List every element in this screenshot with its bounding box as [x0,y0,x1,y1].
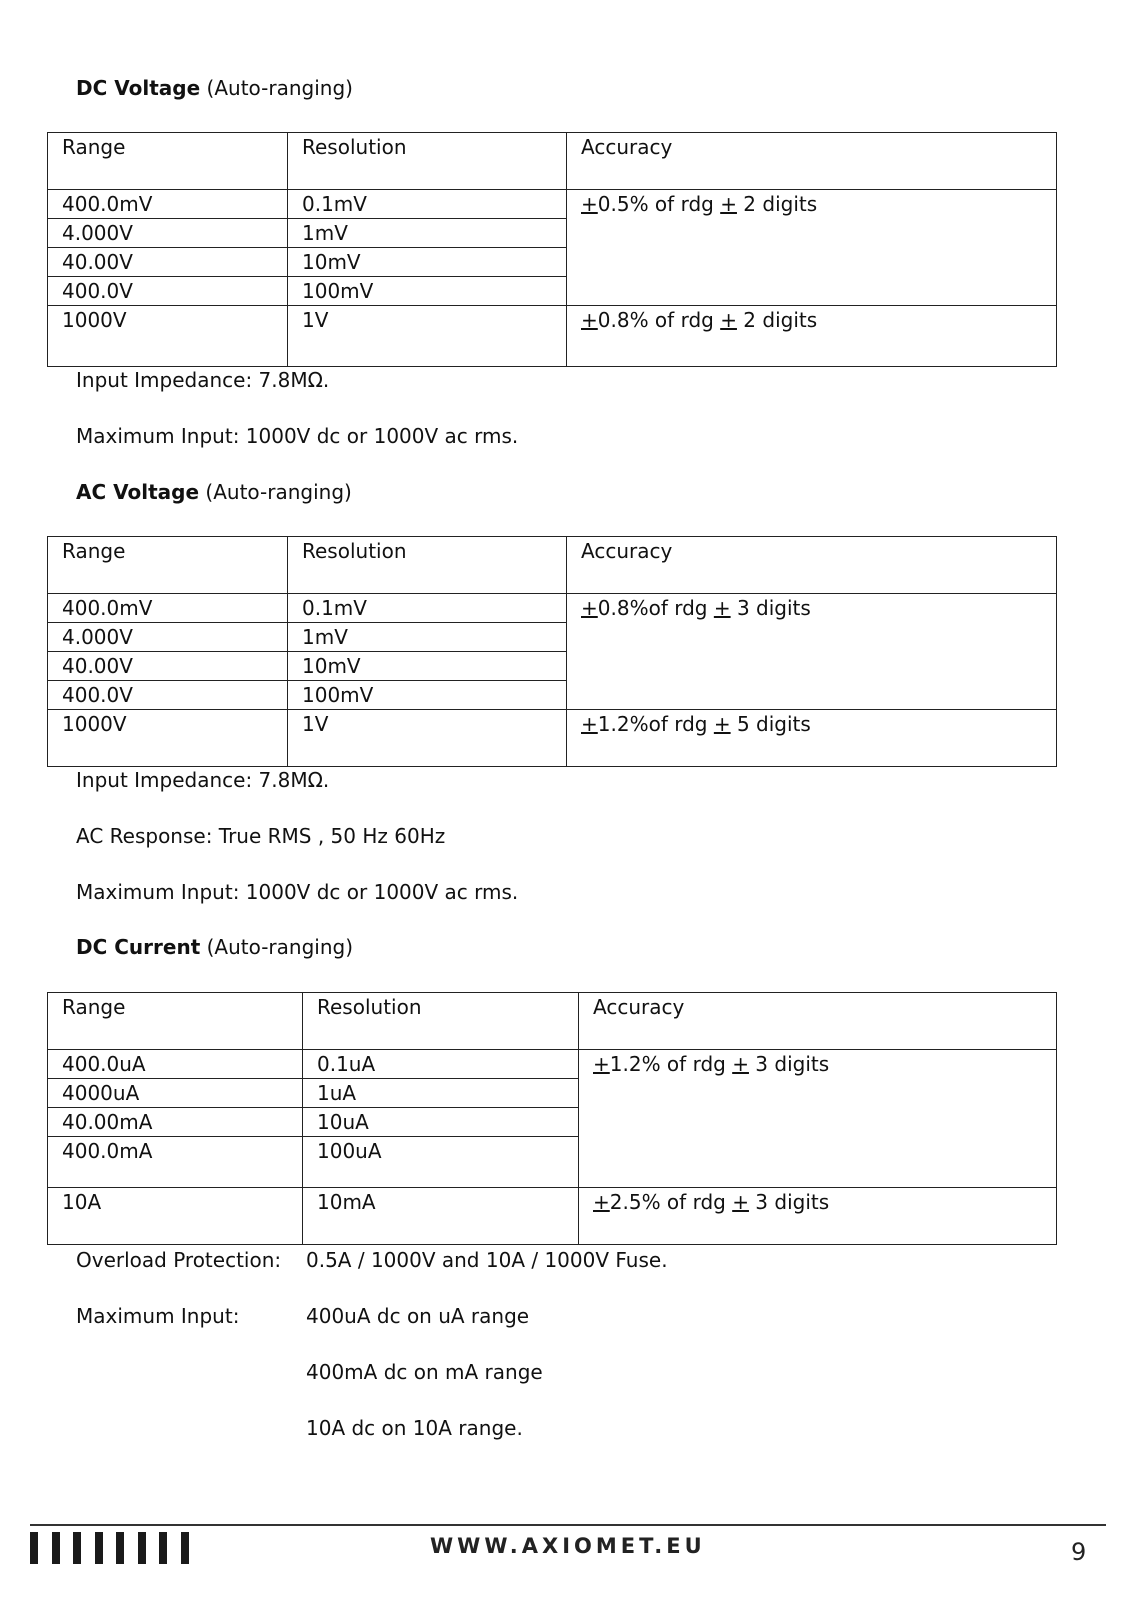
range-cell: 400.0mV [48,594,288,623]
table-row [48,190,1057,219]
table-row [48,1188,1057,1245]
range-cell: 4000uA [48,1079,303,1108]
resolution-cell: 0.1mV [288,594,567,623]
resolution-cell: 1uA [303,1079,579,1108]
resolution-cell: 10mV [288,652,567,681]
resolution-cell: 0.1mV [288,190,567,219]
footer-divider [30,1524,1106,1526]
ac-voltage-max-input-note: Maximum Input: 1000V dc or 1000V ac rms. [76,880,519,904]
max-input-label: Maximum Input: [76,1304,240,1328]
table-header-row [48,537,1057,594]
table-header-row [48,993,1057,1050]
table-row [48,1050,1057,1079]
resolution-cell: 100uA [303,1137,579,1188]
accuracy-cell: +1.2% of rdg + 3 digits [579,1050,1057,1188]
dc-voltage-heading: DC Voltage (Auto-ranging) [76,76,353,100]
header-accuracy: Accuracy [567,133,1057,190]
overload-protection-value: 0.5A / 1000V and 10A / 1000V Fuse. [306,1248,668,1272]
resolution-cell: 1mV [288,219,567,248]
header-resolution: Resolution [288,537,567,594]
barcode-stripes-icon [30,1532,189,1564]
accuracy-cell: +0.5% of rdg + 2 digits [567,190,1057,306]
ac-voltage-heading: AC Voltage (Auto-ranging) [76,480,352,504]
ac-voltage-table [47,536,1057,767]
header-range: Range [48,537,288,594]
range-cell: 10A [48,1188,303,1245]
table-row [48,594,1057,623]
resolution-cell: 1V [288,710,567,767]
range-cell: 40.00mA [48,1108,303,1137]
range-cell: 4.000V [48,623,288,652]
resolution-cell: 1mV [288,623,567,652]
header-range: Range [48,993,303,1050]
ac-response-note: AC Response: True RMS , 50 Hz 60Hz [76,824,446,848]
accuracy-cell: +2.5% of rdg + 3 digits [579,1188,1057,1245]
max-input-value: 400uA dc on uA range [306,1304,530,1328]
header-resolution: Resolution [288,133,567,190]
range-cell: 40.00V [48,652,288,681]
header-accuracy: Accuracy [567,537,1057,594]
dc-voltage-impedance-note: Input Impedance: 7.8MΩ. [76,368,330,392]
range-cell: 1000V [48,710,288,767]
range-cell: 400.0uA [48,1050,303,1079]
footer-url: WWW.AXIOMET.EU [430,1534,706,1558]
resolution-cell: 10mV [288,248,567,277]
range-cell: 400.0V [48,277,288,306]
ac-voltage-impedance-note: Input Impedance: 7.8MΩ. [76,768,330,792]
dc-voltage-max-input-note: Maximum Input: 1000V dc or 1000V ac rms. [76,424,519,448]
header-resolution: Resolution [303,993,579,1050]
page-number: 9 [1071,1538,1087,1566]
resolution-cell: 100mV [288,277,567,306]
resolution-cell: 10uA [303,1108,579,1137]
range-cell: 4.000V [48,219,288,248]
max-input-value: 10A dc on 10A range. [306,1416,523,1440]
resolution-cell: 0.1uA [303,1050,579,1079]
table-header-row [48,133,1057,190]
accuracy-cell: +0.8% of rdg + 2 digits [567,306,1057,367]
dc-current-table [47,992,1057,1245]
table-row [48,306,1057,367]
max-input-value: 400mA dc on mA range [306,1360,543,1384]
accuracy-cell: +1.2%of rdg + 5 digits [567,710,1057,767]
accuracy-cell: +0.8%of rdg + 3 digits [567,594,1057,710]
overload-protection-label: Overload Protection: [76,1248,282,1272]
range-cell: 40.00V [48,248,288,277]
table-row [48,710,1057,767]
dc-current-heading: DC Current (Auto-ranging) [76,935,354,959]
header-range: Range [48,133,288,190]
resolution-cell: 10mA [303,1188,579,1245]
range-cell: 1000V [48,306,288,367]
resolution-cell: 1V [288,306,567,367]
range-cell: 400.0mV [48,190,288,219]
range-cell: 400.0V [48,681,288,710]
header-accuracy: Accuracy [579,993,1057,1050]
dc-voltage-table [47,132,1057,367]
resolution-cell: 100mV [288,681,567,710]
range-cell: 400.0mA [48,1137,303,1188]
